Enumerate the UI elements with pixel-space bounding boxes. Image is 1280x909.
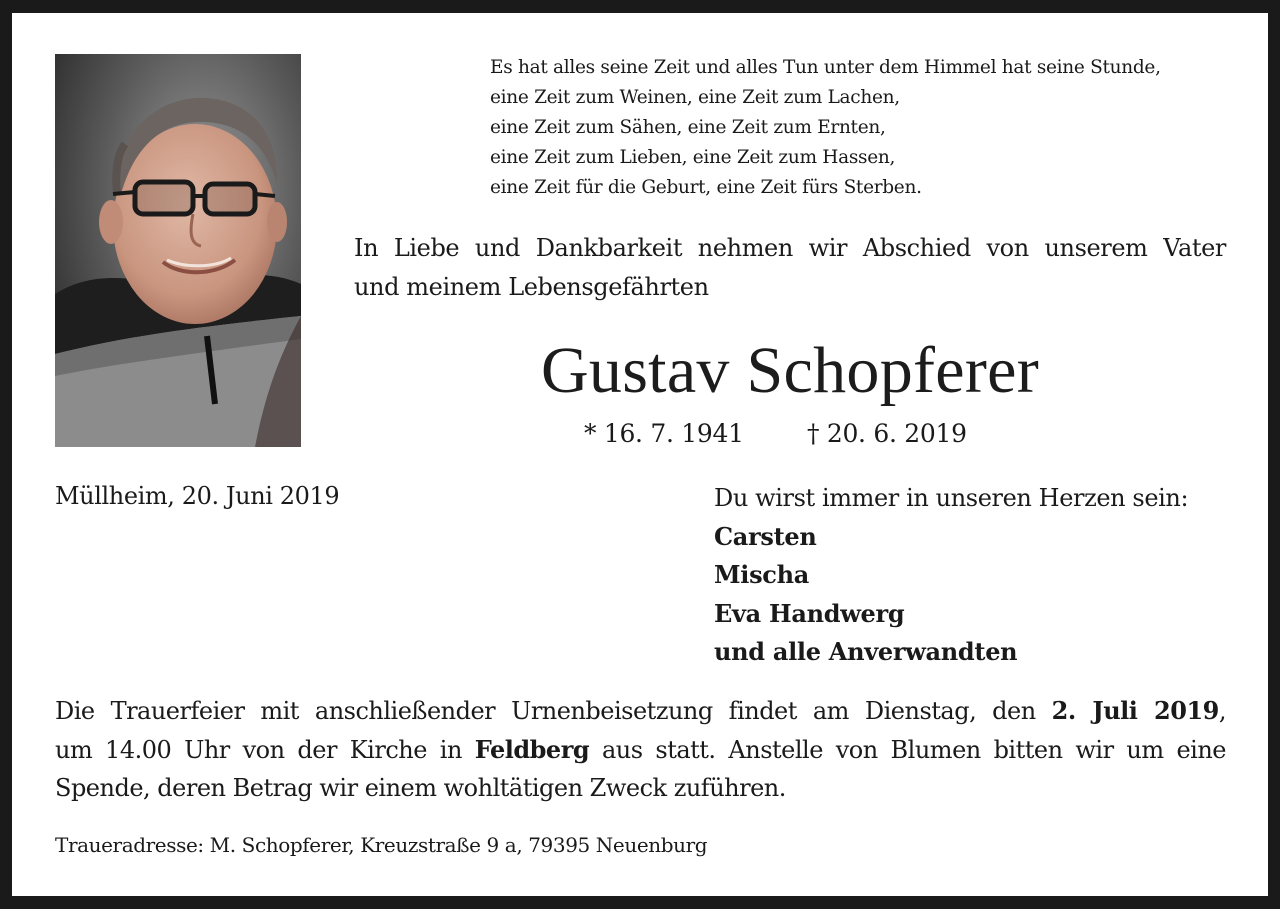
ceremony-line xyxy=(55,731,1226,770)
ceremony-text: Die Trauerfeier mit anschließender Urnenbeisetzung findet am Dienstag, den xyxy=(55,697,1052,725)
mourner-name: und alle Anverwandten xyxy=(714,637,1018,666)
farewell-intro xyxy=(354,229,1226,307)
mourners-heading: Du wirst immer in unseren Herzen sein: xyxy=(714,484,1189,512)
mourning-address: Traueradresse: M. Schopferer, Kreuzstraße 9 a, 79395 Neuenburg xyxy=(55,833,708,857)
ceremony-line xyxy=(55,692,1226,731)
intro-line: In Liebe und Dankbarkeit nehmen wir Abschied von unserem Vater xyxy=(354,234,1226,262)
deceased-name: Gustav Schopferer xyxy=(540,334,1040,407)
mourners-block xyxy=(714,479,1188,672)
verse-line: Es hat alles seine Zeit und alles Tun unter dem Himmel hat seine Stunde, xyxy=(490,57,1161,78)
obituary-notice xyxy=(12,13,1268,896)
ceremony-info xyxy=(55,692,1226,808)
mourner-name: Eva Handwerg xyxy=(714,598,905,628)
ceremony-date: 2. Juli 2019 xyxy=(1051,696,1219,725)
mourner-name: Carsten xyxy=(714,521,817,551)
verse-line: eine Zeit zum Lieben, eine Zeit zum Hassen, xyxy=(490,147,896,168)
intro-line: und meinem Lebensgefährten xyxy=(354,273,709,301)
verse-line: eine Zeit zum Weinen, eine Zeit zum Lachen, xyxy=(490,87,900,108)
mourner-name: Mischa xyxy=(714,560,810,589)
portrait-illustration xyxy=(55,54,301,447)
verse-line: eine Zeit für die Geburt, eine Zeit fürs Sterben. xyxy=(490,177,922,198)
ceremony-line: Spende, deren Betrag wir einem wohltätigen Zweck zuführen. xyxy=(55,774,786,802)
death-date: † 20. 6. 2019 xyxy=(807,419,967,448)
ceremony-text: um 14.00 Uhr von der Kirche in xyxy=(55,735,475,764)
ceremony-place: Feldberg xyxy=(474,734,590,764)
verse-line: eine Zeit zum Sähen, eine Zeit zum Ernten, xyxy=(490,117,886,138)
place-and-date: Müllheim, 20. Juni 2019 xyxy=(55,482,340,510)
ceremony-text: , xyxy=(1218,697,1226,725)
bible-verse xyxy=(490,53,1250,203)
ceremony-text: aus statt. Anstelle von Blumen bitten wir um eine xyxy=(589,735,1227,764)
portrait-photo xyxy=(55,54,301,447)
birth-date: * 16. 7. 1941 xyxy=(584,419,744,448)
